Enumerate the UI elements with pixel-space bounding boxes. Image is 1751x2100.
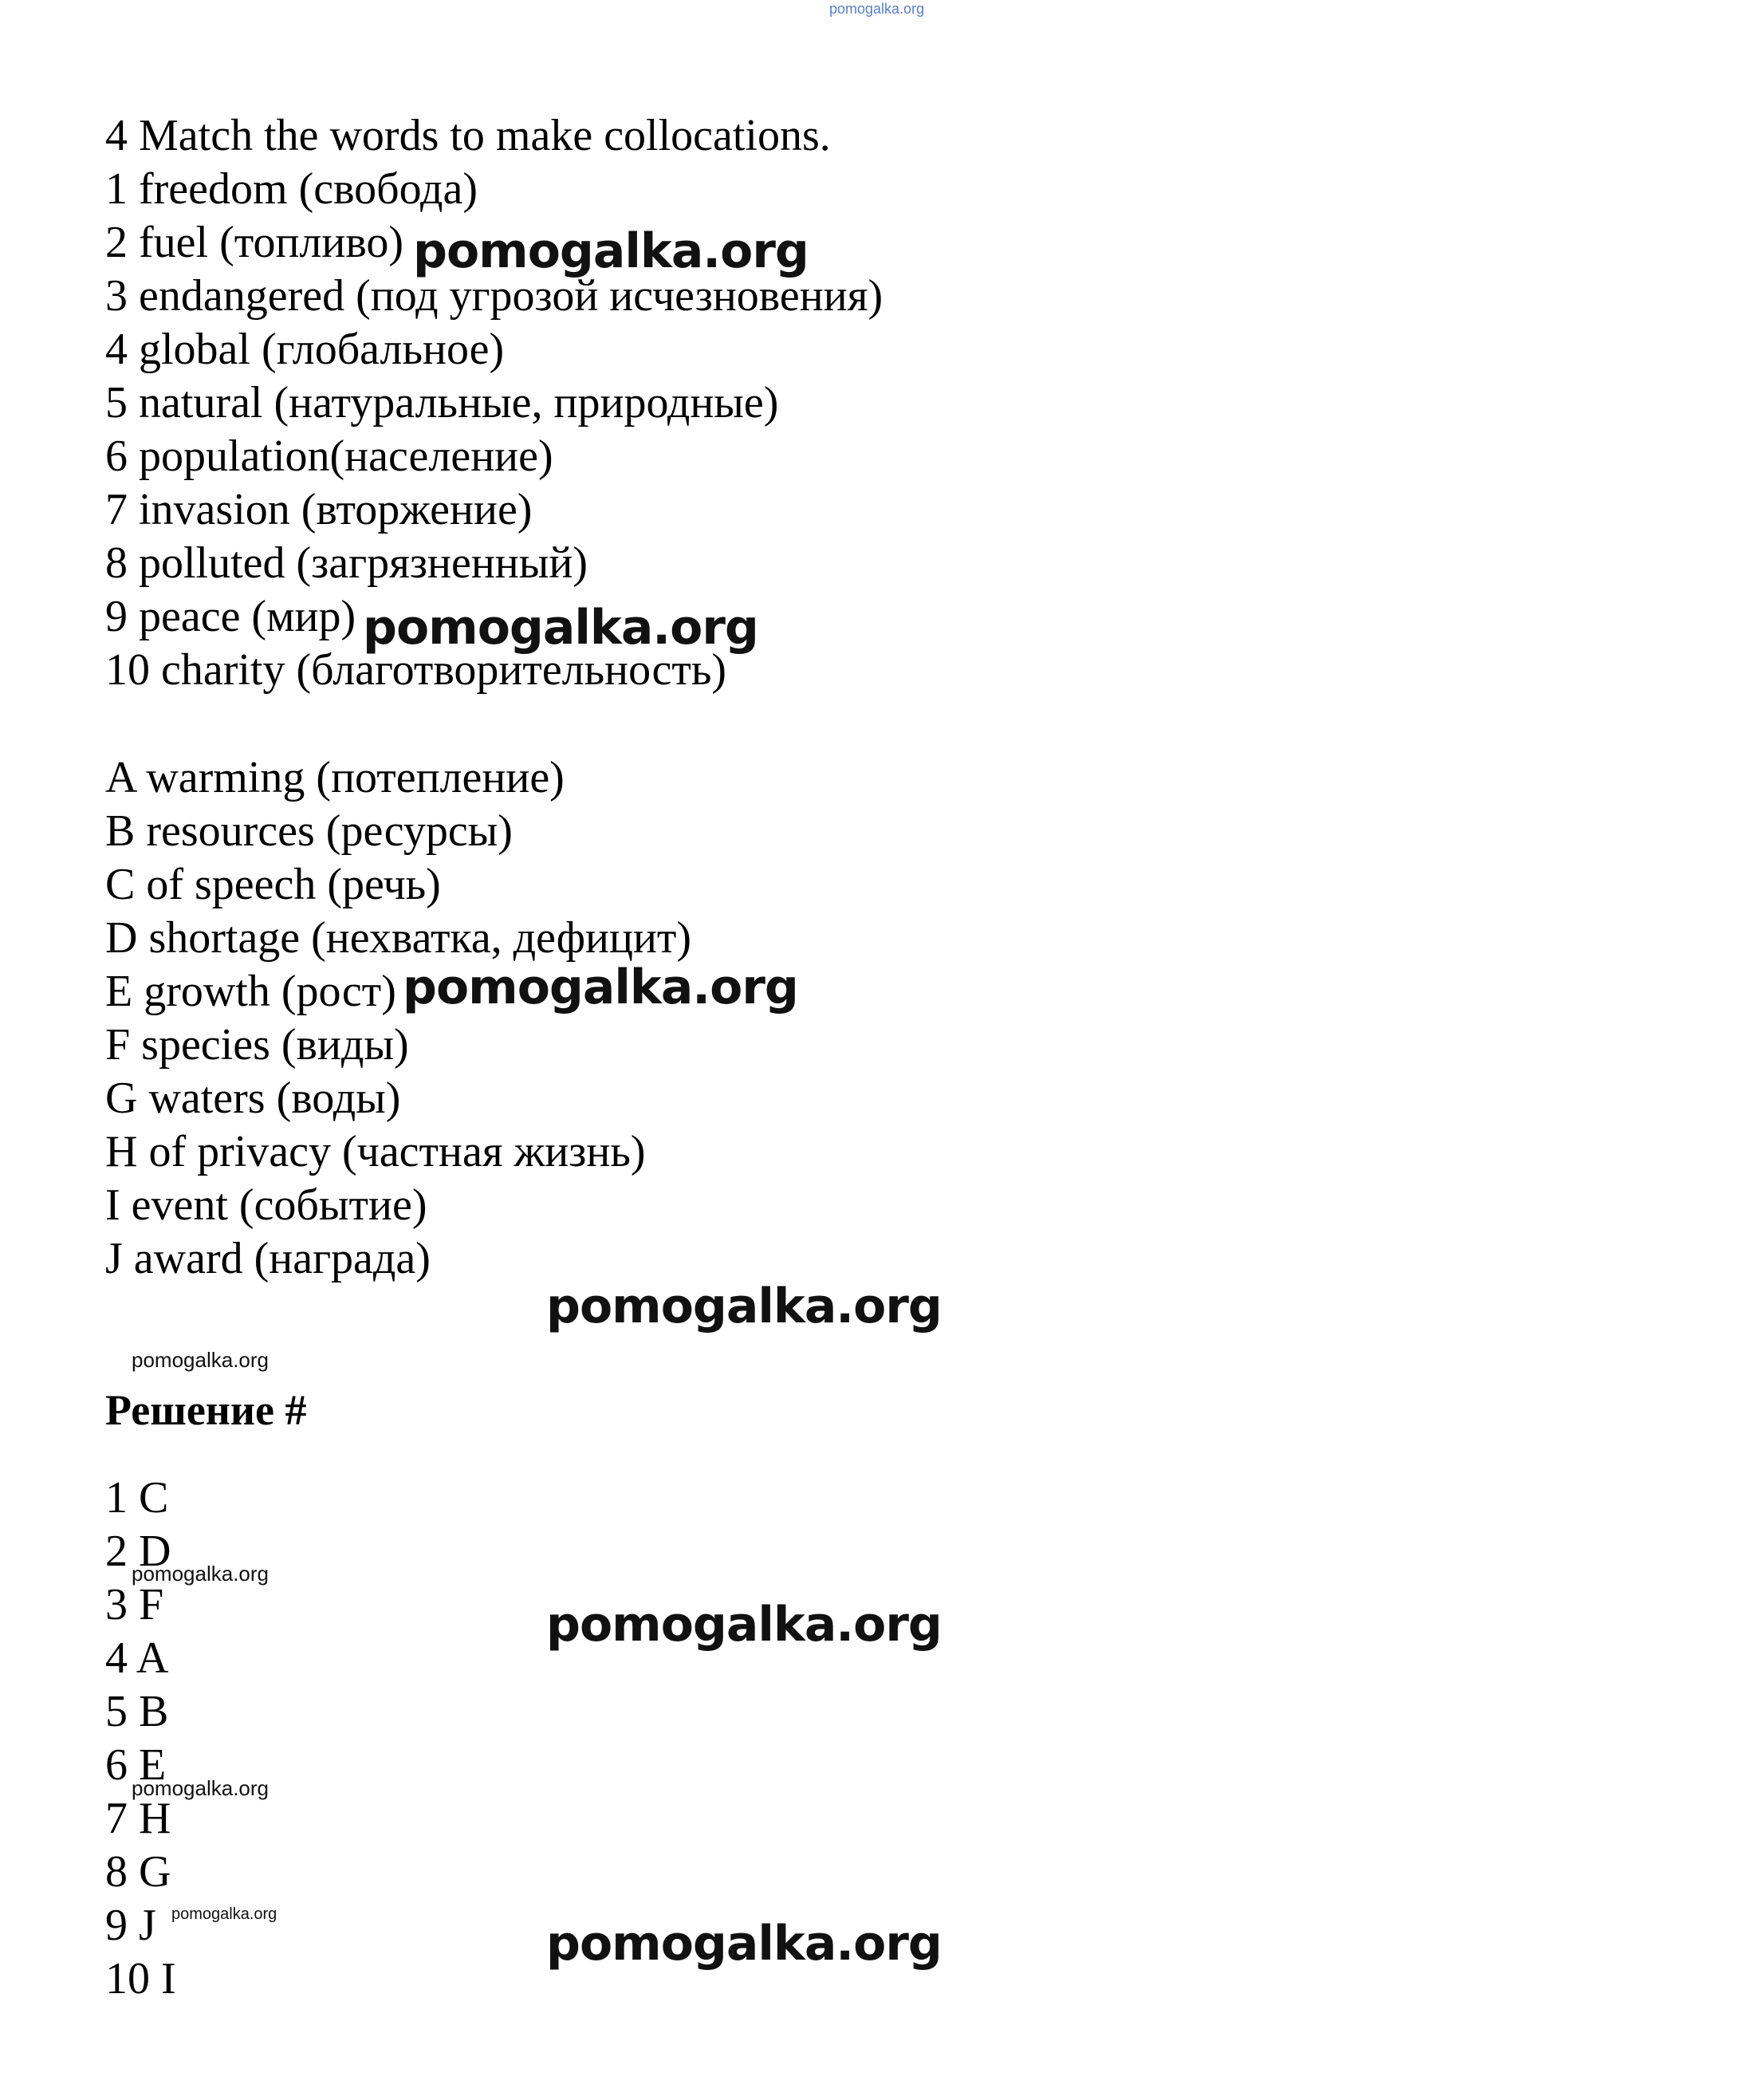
ending-item: A warming (потепление) — [105, 753, 565, 802]
ending-item: D shortage (нехватка, дефицит) — [105, 913, 692, 963]
watermark-small: pomogalka.org — [132, 1348, 269, 1372]
watermark-small: pomogalka.org — [132, 1776, 269, 1800]
word-item: 3 endangered (под угрозой исчезновения) — [105, 271, 883, 321]
ending-item: B resources (ресурсы) — [105, 806, 513, 856]
word-item: 1 freedom (свобода) — [105, 164, 478, 214]
ending-item: J award (награда) — [105, 1234, 431, 1283]
ending-item: E growth (рост) — [105, 967, 396, 1016]
top-watermark: pomogalka.org — [829, 1, 925, 17]
watermark-large: pomogalka.org — [546, 1597, 942, 1653]
answer-item: 4 A — [105, 1633, 169, 1683]
word-item: 7 invasion (вторжение) — [105, 485, 533, 534]
watermark-small: pomogalka.org — [132, 1562, 269, 1586]
watermark-large: pomogalka.org — [413, 223, 809, 279]
word-item: 9 peace (мир) — [105, 592, 356, 641]
watermark-large: pomogalka.org — [546, 1916, 942, 1972]
answer-item: 5 B — [105, 1687, 169, 1736]
solution-heading: Решение # — [105, 1386, 307, 1434]
exercise-title: 4 Match the words to make collocations. — [105, 111, 831, 160]
answer-item: 8 G — [105, 1847, 171, 1897]
answer-item: 10 I — [105, 1954, 176, 2003]
word-item: 8 polluted (загрязненный) — [105, 538, 588, 588]
watermark-small: pomogalka.org — [171, 1905, 277, 1923]
watermark-large: pomogalka.org — [546, 1279, 942, 1334]
answer-item: 9 J — [105, 1901, 156, 1950]
word-item: 5 natural (натуральные, природные) — [105, 378, 779, 427]
ending-item: G waters (воды) — [105, 1074, 401, 1123]
answer-item: 6 E — [105, 1740, 167, 1790]
ending-item: C of speech (речь) — [105, 860, 441, 909]
ending-item: I event (событие) — [105, 1180, 427, 1230]
answer-item: 3 F — [105, 1580, 164, 1629]
ending-item: F species (виды) — [105, 1020, 409, 1070]
watermark-large: pomogalka.org — [363, 600, 758, 656]
word-item: 4 global (глобальное) — [105, 325, 505, 374]
ending-item: H of privacy (частная жизнь) — [105, 1127, 646, 1176]
word-item: 6 population(население) — [105, 431, 553, 481]
answer-item: 2 D — [105, 1527, 171, 1576]
answer-item: 1 C — [105, 1473, 169, 1523]
word-item: 10 charity (благотворительность) — [105, 645, 727, 695]
watermark-large: pomogalka.org — [403, 959, 798, 1015]
word-item: 2 fuel (топливо) — [105, 218, 404, 267]
answer-item: 7 H — [105, 1794, 171, 1843]
